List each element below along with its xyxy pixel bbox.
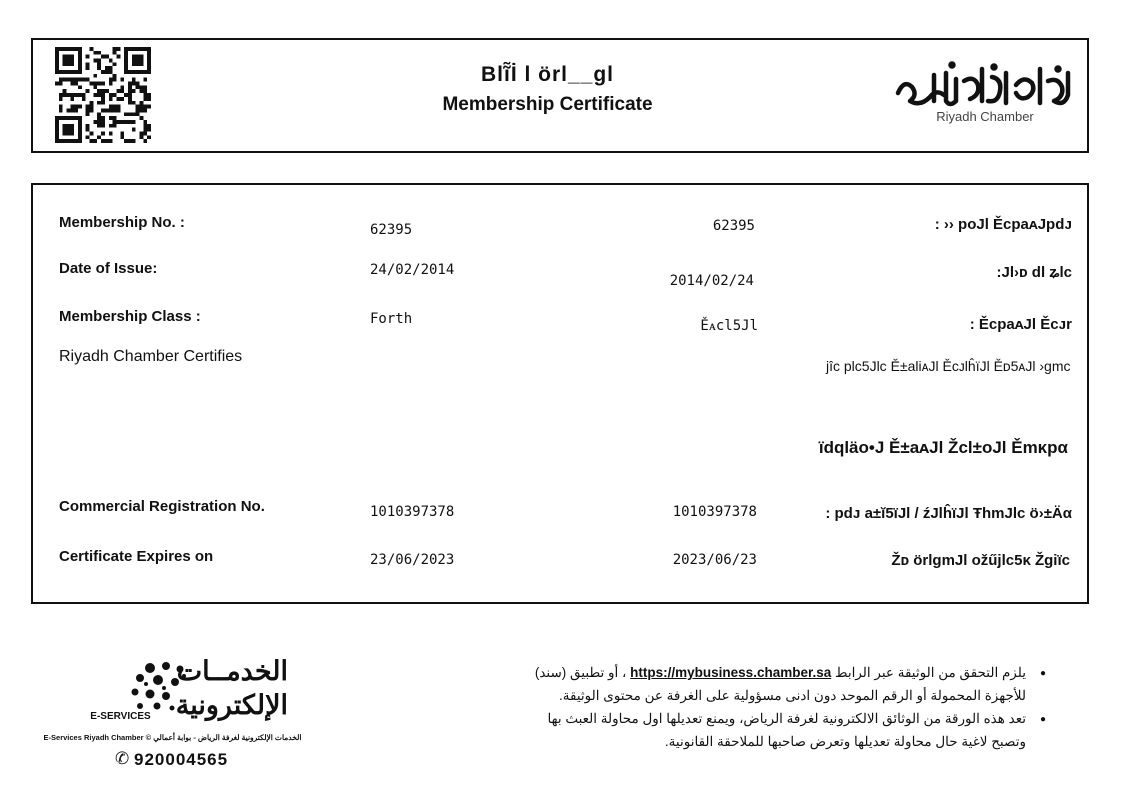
phone-icon: ✆	[115, 749, 130, 768]
certificate-body	[31, 183, 1089, 604]
bullet-icon: ●	[1040, 668, 1047, 679]
expires-on-label-ar: Žᴅ örlgmJl ožűjlc5κ Žgiïc	[891, 552, 1070, 569]
expires-on-label: Certificate Expires on	[59, 548, 214, 565]
expires-on-value: 23/06/2023	[370, 552, 455, 568]
expires-on-value-ar: 2023/06/23	[672, 552, 757, 568]
e-services-badge: E-SERVICES	[90, 711, 151, 722]
membership-class-label: Membership Class :	[59, 308, 201, 325]
membership-class-value: Forth	[370, 311, 413, 327]
commercial-registration-label: Commercial Registration No.	[59, 498, 265, 515]
date-of-issue-label: Date of Issue:	[59, 260, 158, 277]
membership-no-label-ar: : ›› poJl ĚcpaᴀJpdᴊ	[934, 216, 1072, 233]
date-of-issue-value-ar: 2014/02/24	[669, 273, 754, 289]
certifies-label-ar: jîc plc5Jlc Ě±aliᴀJl ĚcᴊlĥïJl Ěᴅ5ᴀJl ›gmc	[826, 358, 1071, 374]
membership-no-value-ar: 62395	[712, 218, 755, 234]
note-1-line-2: للأجهزة المحمولة أو الرقم الموحد دون ادنى مسؤولية على الغرفة عن محتوى الوثيقة.	[559, 688, 1026, 703]
date-of-issue-value: 24/02/2014	[370, 262, 455, 278]
note-2-line-1: تعد هذه الورقة من الوثائق الالكترونية لغرفة الرياض، ويمنع تعديلها اول محاولة العبث بها	[547, 711, 1026, 726]
note-1-pre: يلزم التحقق من الوثيقة عبر الرابط	[831, 665, 1026, 680]
commercial-registration-value: 1010397378	[370, 504, 455, 520]
qr-code-icon	[55, 47, 151, 143]
title-arabic: Blĩ̃İ l örl__gl	[480, 63, 615, 86]
note-2-line-2: وتصبح لاغية حال محاولة تعديلها وتعرض صاحبها للملاحقة القانونية.	[664, 734, 1026, 749]
commercial-registration-label-ar: : pdᴊ a±ĭ5ïJl / źJlĥïJl ŦhmJlc ö›±Äα	[825, 505, 1072, 522]
date-of-issue-label-ar: :Jl›ᴅ dl ʑlc	[996, 264, 1072, 281]
title-english: Membership Certificate	[442, 94, 653, 115]
note-1	[440, 661, 1026, 684]
bullet-icon: ●	[1040, 714, 1047, 725]
note-1-post: ، أو تطبيق (سند)	[534, 665, 631, 680]
e-services-title-line1: الخدمــات	[176, 656, 288, 686]
membership-no-label: Membership No. :	[59, 214, 185, 231]
membership-class-label-ar: : ĚcpaᴀJl Ěcᴊr	[969, 316, 1072, 333]
e-services-logo	[40, 656, 305, 740]
verification-link[interactable]: https://mybusiness.chamber.sa	[630, 665, 832, 680]
membership-no-value: 62395	[370, 222, 413, 238]
logo-subtitle: Riyadh Chamber	[936, 109, 1034, 124]
phone-number: 920004565	[134, 750, 229, 769]
membership-class-value-ar: Ěᴀcl5Jl	[700, 318, 758, 334]
company-name-ar: ïdqläo•J Ě±aᴀJl Žcl±oJl Ěmκpα	[818, 438, 1068, 457]
commercial-registration-value-ar: 1010397378	[672, 504, 757, 520]
e-services-title-line2: الإلكترونية	[175, 690, 288, 720]
certifies-label: Riyadh Chamber Certifies	[59, 348, 243, 365]
e-services-caption: E-Services Riyadh Chamber © الخدمات الإلكترونية لغرفة الرياض - بوابة أعمالي	[43, 733, 302, 742]
